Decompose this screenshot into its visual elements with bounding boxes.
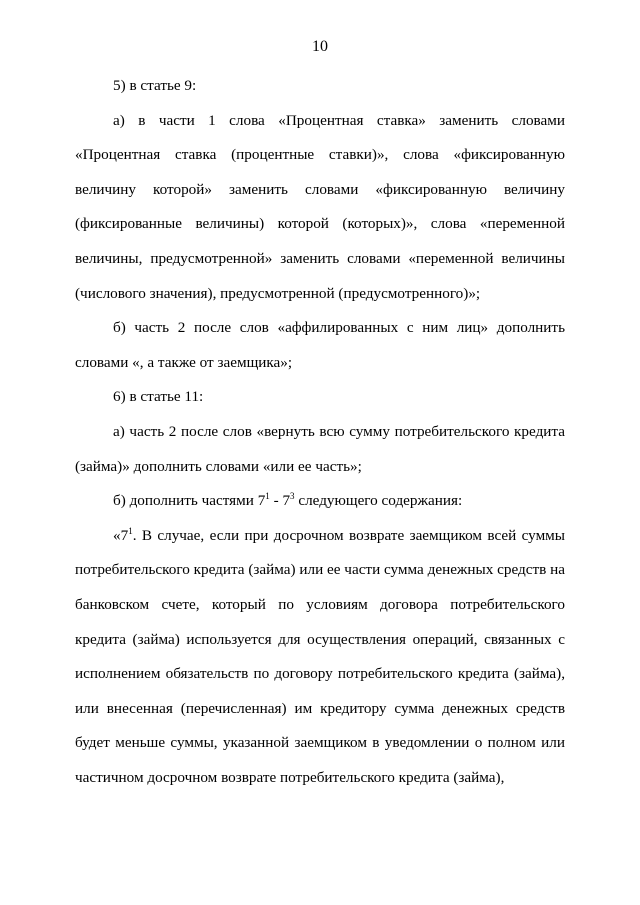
paragraph-part-7-1 (75, 519, 565, 796)
paragraph-11b (75, 484, 565, 519)
document-body (75, 69, 565, 795)
paragraph-9b: б) часть 2 после слов «аффилированных с ним лиц» дополнить словами «, а также от заемщика»; (75, 319, 565, 371)
paragraph-article-11: 6) в статье 11: (113, 388, 204, 406)
paragraph-7-1-text-start: «7 (113, 526, 129, 544)
paragraph-7-1-text: . В случае, если при досрочном возврате заемщиком всей суммы потребительского кредита (займа) или ее части сумма денежных средств на банковском счете, который по условиям договора потребительского кредита (займа) используется для осуществления операций, связанных с исполнением обязательств по договору потребительского кредита (займа), или внесенная (перечисленная) им кредитору сумма денежных средств будет меньше суммы, указанной заемщиком в уведомлении о полном или частичном досрочном возврате потребительского кредита (займа), (75, 526, 565, 786)
paragraph-11b-text-start: б) дополнить частями 7 (113, 492, 266, 510)
paragraph-9a: а) в части 1 слова «Процентная ставка» заменить словами «Процентная ставка (процентные ставки)», слова «фиксированную величину которой» заменить словами «фиксированную величину (фиксированные величины) которой (которых)», слова «переменной величины, предусмотренной» заменить словами «переменной величины (числового значения), предусмотренной (предусмотренного)»; (75, 111, 565, 302)
paragraph-11b-text-middle: - 7 (269, 492, 291, 510)
paragraph-article-9: 5) в статье 9: (113, 77, 197, 94)
page-number: 10 (312, 38, 328, 55)
superscript-part-number: 1 (128, 525, 133, 536)
superscript-1: 1 (265, 491, 270, 502)
superscript-3: 3 (290, 491, 295, 502)
paragraph-11b-text-end: следующего содержания: (294, 492, 463, 510)
paragraph-11a: а) часть 2 после слов «вернуть всю сумму потребительского кредита (займа)» дополнить словами «или ее часть»; (75, 422, 565, 475)
